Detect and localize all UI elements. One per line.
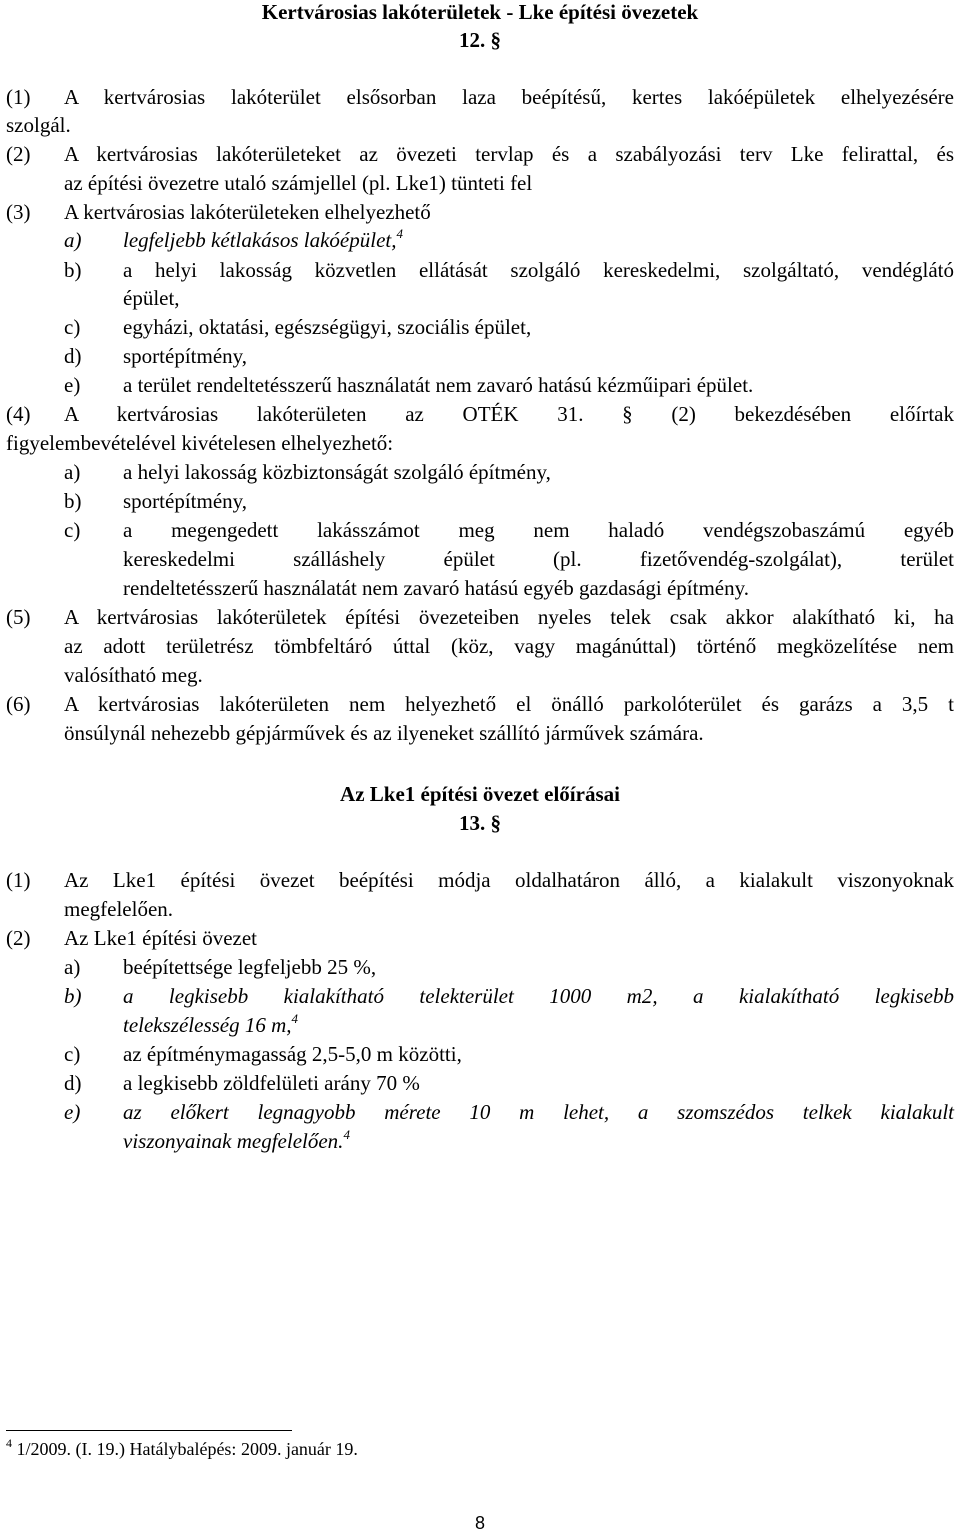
footnote xyxy=(6,1438,358,1460)
s12-p3-a-letter: a) xyxy=(64,228,82,252)
s12-p5-line2: az adott területrész tömbfeltáró úttal (köz, vagy magánúttal) történő megközelítése nem xyxy=(64,634,954,658)
page-number: 8 xyxy=(474,1513,485,1533)
s12-p4-b-text: sportépítmény, xyxy=(123,489,248,513)
s12-p5-line1: A kertvárosias lakóterületek építési övezeteiben nyeles telek csak akkor alakítható ki, ha xyxy=(64,605,954,629)
s13-p2-a-text: beépítettsége legfeljebb 25 %, xyxy=(123,955,377,979)
s12-p3-number: (3) xyxy=(6,200,31,224)
s12-p3-c-letter: c) xyxy=(64,315,81,339)
s13-p2-d-letter: d) xyxy=(64,1071,82,1095)
s12-p3-e-text: a terület rendeltetésszerű használatát nem zavaró hatású kézműipari épület. xyxy=(123,373,754,397)
s12-p2-line2: az építési övezetre utaló számjellel (pl. Lke1) tünteti fel xyxy=(64,171,533,195)
s13-p2-e-letter: e) xyxy=(64,1100,81,1124)
s13-p2-number: (2) xyxy=(6,926,31,950)
footnote-ref: 4 xyxy=(291,1011,299,1026)
s12-p4-c-letter: c) xyxy=(64,518,81,542)
s12-p2-number: (2) xyxy=(6,142,31,166)
footnote-ref: 4 xyxy=(343,1127,350,1142)
s13-p2-b-letter: b) xyxy=(64,984,82,1008)
s12-p3-b-line1: a helyi lakosság közvetlen ellátását szolgáló kereskedelmi, szolgáltató, vendéglátó xyxy=(123,258,954,282)
s12-p3-b-letter: b) xyxy=(64,258,82,282)
footnote-mark: 4 xyxy=(6,1436,12,1450)
s13-p2-b-line1: a legkisebb kialakítható telekterület 1000 m2, a kialakítható legkisebb xyxy=(123,984,954,1008)
s12-p3-c-text: egyházi, oktatási, egészségügyi, szociális épület, xyxy=(123,315,532,339)
s13-p1-line1: Az Lke1 építési övezet beépítési módja oldalhatáron álló, a kialakult viszonyoknak xyxy=(64,868,954,892)
section-12-title: Kertvárosias lakóterületek - Lke építési övezetek xyxy=(261,0,699,24)
s13-p2-d-text: a legkisebb zöldfelületi arány 70 % xyxy=(123,1071,420,1095)
s12-p2-line1: A kertvárosias lakóterületeket az övezeti tervlap és a szabályozási terv Lke felirattal, és xyxy=(64,142,954,166)
s12-p4-c-line2: kereskedelmi szálláshely épület (pl. fizetővendég-szolgálat), terület xyxy=(123,547,954,571)
s13-p2-b-line2: telekszélesség 16 m,$^4$ xyxy=(123,1011,299,1037)
s13-p1-number: (1) xyxy=(6,868,31,892)
s13-p2-e-line2: viszonyainak megfelelően.$^4$ xyxy=(123,1127,350,1153)
s13-p1-line2: megfelelően. xyxy=(64,897,174,921)
s12-p5-number: (5) xyxy=(6,605,31,629)
s13-p2-line1: Az Lke1 építési övezet xyxy=(64,926,257,950)
s12-p4-a-letter: a) xyxy=(64,460,81,484)
footnote-separator xyxy=(6,1430,292,1431)
s12-p4-b-letter: b) xyxy=(64,489,82,513)
s12-p3-d-text: sportépítmény, xyxy=(123,344,248,368)
s12-p4-line2: figyelembevételével kivételesen elhelyezhető: xyxy=(6,431,394,455)
footnote-text: 1/2009. (I. 19.) Hatálybalépés: 2009. január 19. xyxy=(16,1439,358,1459)
s13-p2-e-line1: az előkert legnagyobb mérete 10 m lehet, a szomszédos telkek kialakult xyxy=(123,1100,954,1124)
s12-p3-a-text: legfeljebb kétlakásos lakóépület,$^4$ xyxy=(123,226,403,252)
s12-p1-number: (1) xyxy=(6,85,31,109)
s12-p6-number: (6) xyxy=(6,692,31,716)
section-12-number: 12. § xyxy=(459,28,501,52)
s12-p6-line1: A kertvárosias lakóterületen nem helyezhető el önálló parkolóterület és garázs a 3,5 t xyxy=(64,692,954,716)
s12-p3-b-line2: épület, xyxy=(123,286,180,310)
s12-p4-c-line1: a megengedett lakásszámot meg nem haladó vendégszobaszámú egyéb xyxy=(123,518,954,542)
s12-p4-number: (4) xyxy=(6,402,31,426)
footnote-ref: 4 xyxy=(396,226,403,241)
s12-p5-line3: valósítható meg. xyxy=(64,663,203,687)
s13-p2-a-letter: a) xyxy=(64,955,81,979)
s12-p1-line1: A kertvárosias lakóterület elsősorban laza beépítésű, kertes lakóépületek elhelyezésére xyxy=(64,85,954,109)
s12-p1-line2: szolgál. xyxy=(6,113,71,137)
s13-p2-c-letter: c) xyxy=(64,1042,81,1066)
s13-p2-c-text: az építménymagasság 2,5-5,0 m közötti, xyxy=(123,1042,462,1066)
section-13-number: 13. § xyxy=(459,811,501,835)
s12-p3-d-letter: d) xyxy=(64,344,82,368)
s12-p4-c-line3: rendeltetésszerű használatát nem zavaró hatású egyéb gazdasági építmény. xyxy=(123,576,750,600)
s12-p3-line1: A kertvárosias lakóterületeken elhelyezhető xyxy=(64,200,431,224)
section-13-title: Az Lke1 építési övezet előírásai xyxy=(340,782,620,806)
s12-p3-e-letter: e) xyxy=(64,373,81,397)
s12-p6-line2: önsúlynál nehezebb gépjárművek és az ilyeneket szállító járművek számára. xyxy=(64,721,704,745)
s12-p4-line1: A kertvárosias lakóterületen az OTÉK 31. § (2) bekezdésében előírtak xyxy=(64,402,954,426)
s12-p4-a-text: a helyi lakosság közbiztonságát szolgáló építmény, xyxy=(123,460,551,484)
